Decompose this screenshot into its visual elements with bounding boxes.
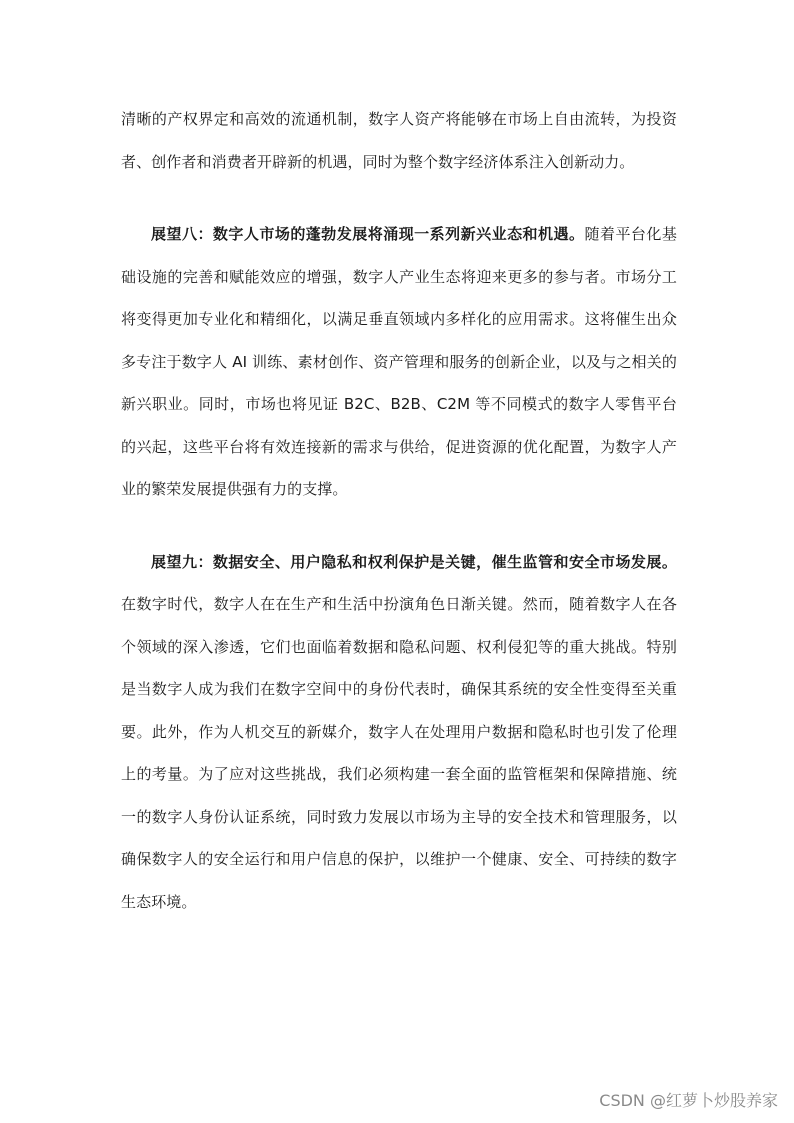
outlook-9-body: 在数字时代，数字人在在生产和生活中扮演角色日渐关键。然而，随着数字人在各个领域的深入渗透，它们也面临着数据和隐私问题、权利侵犯等的重大挑战。特别是当数字人成为我们在数字空间中的身份代表时，确保其系统的安全性变得至关重要。此外，作为人机交互的新媒介，数字人在处理用户数据和隐私时也引发了伦理上的考量。为了应对这些挑战，我们必须构建一套全面的监管框架和保障措施、统一的数字人身份认证系统，同时致力发展以市场为主导的安全技术和管理服务，以确保数字人的安全运行和用户信息的保护，以维护一个健康、安全、可持续的数字生态环境。 [121, 595, 677, 911]
outlook-9-heading: 展望九：数据安全、用户隐私和权利保护是关键，催生监管和安全市场发展。 [151, 552, 677, 571]
outlook-8-body: 随着平台化基础设施的完善和赋能效应的增强，数字人产业生态将迎来更多的参与者。市场分工将变得更加专业化和精细化，以满足垂直领域内多样化的应用需求。这将催生出众多专注于数字人 AI 训练、素材创作、资产管理和服务的创新企业，以及与之相关的新兴职业。同时，市场也将见证 B2C、B2B、C2M 等不同模式的数字人零售平台的兴起，这些平台将有效连接新的需求与供给，促进资源的优化配置，为数字人产业的繁荣发展提供强有力的支撑。 [121, 225, 677, 498]
paragraph-outlook-9 [121, 541, 677, 924]
outlook-8-heading: 展望八：数字人市场的蓬勃发展将涌现一系列新兴业态和机遇。 [151, 225, 585, 243]
paragraph-outlook-8 [121, 213, 677, 511]
csdn-watermark: CSDN @红萝卜炒股养家 [599, 1091, 778, 1110]
document-body [121, 98, 677, 923]
paragraph-continuation: 清晰的产权界定和高效的流通机制，数字人资产将能够在市场上自由流转，为投资者、创作者和消费者开辟新的机遇，同时为整个数字经济体系注入创新动力。 [121, 110, 677, 171]
